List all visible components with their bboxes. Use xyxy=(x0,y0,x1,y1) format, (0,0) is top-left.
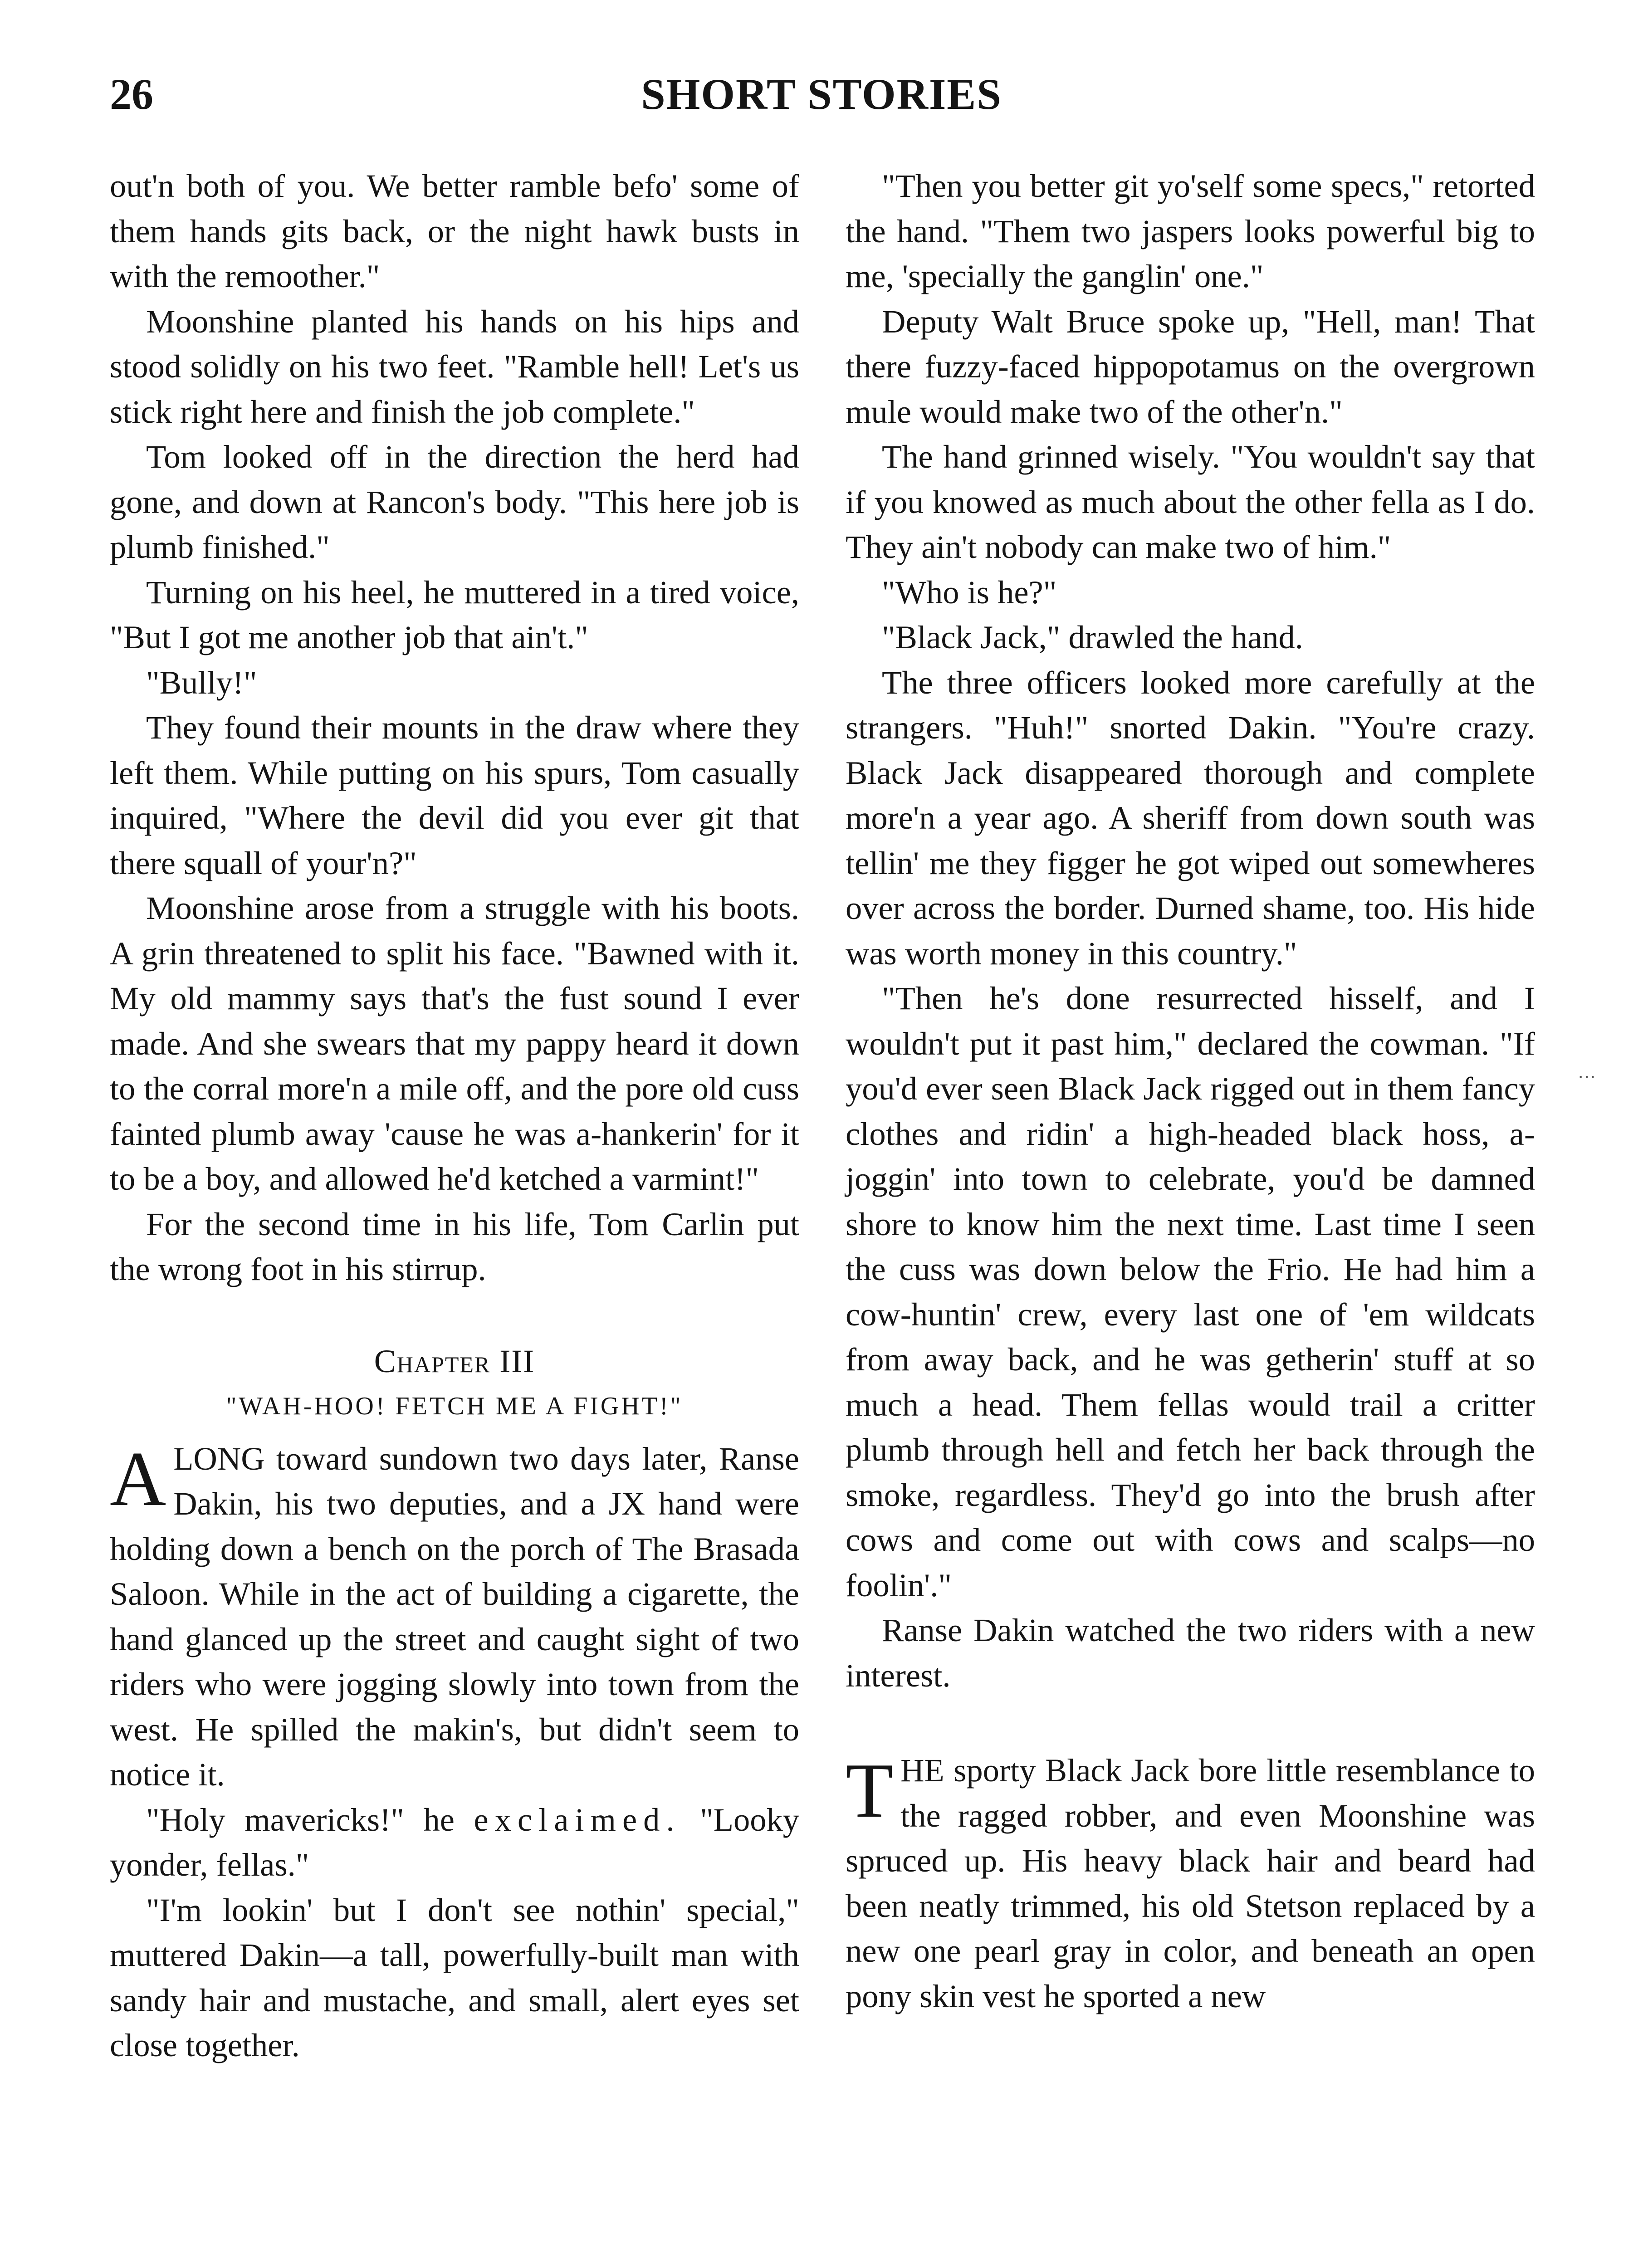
paragraph: They found their mounts in the draw where they left them. While putting on his spurs, Tom casually inquired, "Where the devil did you ever git that there squall of your'n?" xyxy=(110,709,799,881)
left-column xyxy=(110,163,799,2068)
paragraph-text: "Holy mavericks!" he xyxy=(146,1801,455,1838)
letterspaced-word: exclaimed. xyxy=(474,1801,681,1838)
stray-ink-mark: ⋯ xyxy=(1578,1066,1596,1087)
paragraph: Tom looked off in the direction the herd had gone, and down at Rancon's body. "This here job is plumb finished." xyxy=(110,438,799,565)
paragraph: "Black Jack," drawled the hand. xyxy=(882,619,1303,655)
right-column xyxy=(846,163,1535,2019)
paragraph: "I'm lookin' but I don't see nothin' special," muttered Dakin—a tall, powerfully-built man with sandy hair and mustache, and small, alert eyes set close together. xyxy=(110,1891,799,2063)
drop-cap: T xyxy=(846,1748,894,1834)
paragraph: "Who is he?" xyxy=(882,573,1057,611)
paragraph: Deputy Walt Bruce spoke up, "Hell, man! That there fuzzy-faced hippopotamus on the overgrown mule would make two of the other'n." xyxy=(846,303,1535,430)
page-number: 26 xyxy=(110,70,153,118)
paragraph-text: "Looky yonder, fellas." xyxy=(110,1801,799,1883)
paragraph: "Then you better git yo'self some specs," retorted the hand. "Them two jaspers looks powerful big to me, 'specially the ganglin' one." xyxy=(846,167,1535,294)
paragraph: "Then he's done resurrected hisself, and I wouldn't put it past him," declared the cowman. "If you'd ever seen Black Jack rigged out in them fancy clothes and ridin' a high-headed black hoss, a-joggin' into town to celebrate, you'd be damned shore to know him the next time. Last time I seen the cuss was down below the Frio. He had him a cow-huntin' crew, every last one of 'em wildcats from away back, and he was getherin' stuff at so much a head. Them fellas would trail a critter plumb through hell and fetch her back through the smoke, regardless. They'd go into the brush after cows and come out with cows and scalps—no foolin'." xyxy=(846,980,1535,1603)
paragraph: out'n both of you. We better ramble befo' some of them hands gits back, or the night hawk busts in with the remoother." xyxy=(110,167,799,294)
running-title: SHORT STORIES xyxy=(641,70,1002,118)
paragraph: The hand grinned wisely. "You wouldn't say that if you knowed as much about the other fella as I do. They ain't nobody can make two of him." xyxy=(846,438,1535,565)
paragraph: Ranse Dakin watched the two riders with a new interest. xyxy=(846,1612,1535,1694)
chapter-subtitle: "WAH-HOO! FETCH ME A FIGHT!" xyxy=(226,1392,683,1420)
paragraph: The three officers looked more carefully at the strangers. "Huh!" snorted Dakin. "You're crazy. Black Jack disappeared thorough and complete more'n a year ago. A sheriff from down south was tellin' me they figger he got wiped out somewheres over across the border. Durned shame, too. His hide was worth money in this country." xyxy=(846,664,1535,972)
paragraph-text: HE sporty Black Jack bore little resemblance to the ragged robber, and even Moonshine was spruced up. His heavy black hair and beard had been neatly trimmed, his old Stetson replaced by a new one pearl gray in color, and beneath an open pony skin vest he sported a new xyxy=(846,1752,1535,2014)
paragraph: Turning on his heel, he muttered in a tired voice, "But I got me another job that ain't." xyxy=(110,573,799,655)
dropcap-paragraph xyxy=(846,1748,1535,2019)
chapter-heading: Chapter III xyxy=(374,1343,535,1379)
paragraph: For the second time in his life, Tom Carlin put the wrong foot in his stirrup. xyxy=(110,1205,799,1287)
paragraph xyxy=(110,1797,799,1887)
paragraph-text: LONG toward sundown two days later, Ranse Dakin, his two deputies, and a JX hand were holding down a bench on the porch of The Brasada Saloon. While in the act of building a cigarette, the hand glanced up the street and caught sight of two riders who were jogging slowly into town from the west. He spilled the makin's, but didn't seem to notice it. xyxy=(110,1440,799,1793)
paragraph: Moonshine arose from a struggle with his boots. A grin threatened to split his face. "Bawned with it. My old mammy says that's the fust sound I ever made. And she swears that my pappy heard it down to the corral more'n a mile off, and the pore old cuss fainted plumb away 'cause he was a-hankerin' for it to be a boy, and allowed he'd ketched a varmint!" xyxy=(110,890,799,1197)
dropcap-paragraph xyxy=(110,1436,799,1797)
paragraph: "Bully!" xyxy=(146,664,257,701)
paragraph: Moonshine planted his hands on his hips and stood solidly on his two feet. "Ramble hell! Let's us stick right here and finish the job complete." xyxy=(110,303,799,430)
drop-cap: A xyxy=(110,1436,166,1522)
